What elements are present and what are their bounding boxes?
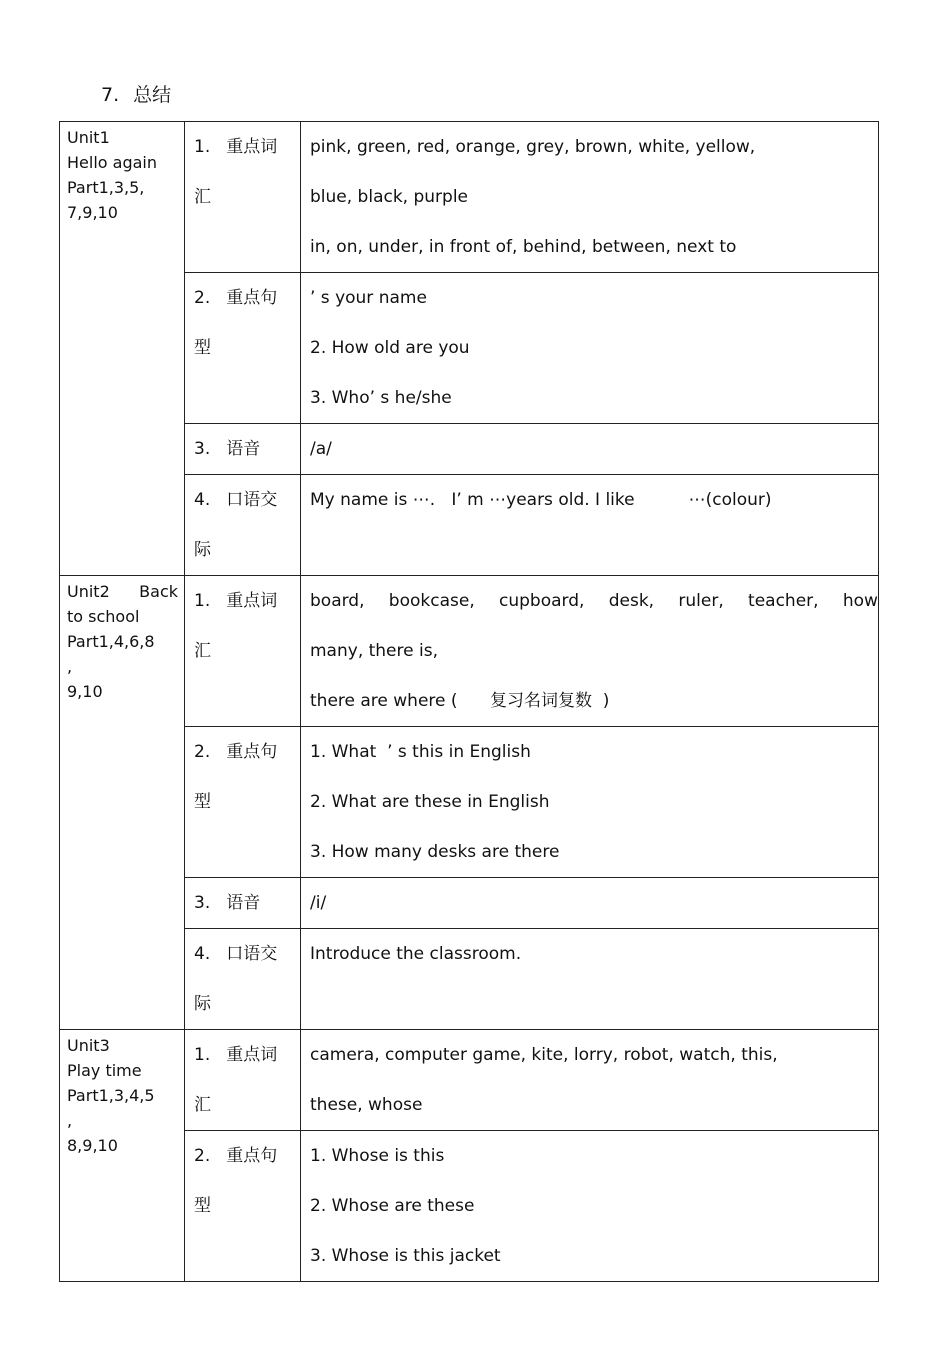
category-number: 4. [194,944,211,964]
unit-title: Unit2 [67,582,110,601]
category-label-cont: 汇 [194,1095,211,1115]
category-label-cont: 汇 [194,187,211,207]
content-line: 2. Whose are these [310,1196,475,1216]
unit-name: to school [67,607,140,626]
category-number: 4. [194,490,211,510]
content-line: blue, black, purple [310,187,469,207]
unit-parts: Part1,3,5, [67,178,145,197]
section-number: 7. [101,84,120,106]
category-label: 重点词 [226,591,278,611]
category-label: 重点句 [226,742,278,762]
content-word: ruler, [678,591,724,611]
table-row [60,1030,879,1131]
category-cell [185,1131,301,1282]
content-cell [301,576,879,727]
content-line: 1. Whose is this [310,1146,445,1166]
section-title: 总结 [133,84,172,106]
category-number: 1. [194,591,211,611]
category-cell [185,878,301,929]
unit-cell [60,122,185,576]
category-label-cont: 型 [194,338,211,358]
category-label: 重点词 [226,137,278,157]
content-cell [301,475,879,576]
unit-title: Unit3 [67,1036,110,1055]
content-line: these, whose [310,1095,423,1115]
content-line: Introduce the classroom. [310,944,522,964]
content-line: pink, green, red, orange, grey, brown, white, yellow, [310,137,756,157]
content-cell [301,878,879,929]
content-line: many, there is, [310,641,438,661]
content-line: in, on, under, in front of, behind, between, next to [310,237,737,257]
category-label-cont: 汇 [194,641,211,661]
category-number: 1. [194,1045,211,1065]
content-line: /i/ [310,893,327,913]
category-number: 2. [194,288,211,308]
content-word: desk, [608,591,655,611]
unit-name: Back [139,582,178,601]
content-cell [301,727,879,878]
category-cell [185,727,301,878]
category-label: 语音 [226,439,261,459]
content-line: /a/ [310,439,332,459]
content-line: 1. What ’ s this in English [310,742,531,762]
content-line: 3. Whose is this jacket [310,1246,501,1266]
category-label: 语音 [226,893,261,913]
category-label: 重点词 [226,1045,278,1065]
category-label-cont: 型 [194,1196,211,1216]
unit-parts: , [67,1111,73,1130]
content-cell [301,1131,879,1282]
category-number: 3. [194,893,211,913]
content-cell [301,273,879,424]
table-row [60,122,879,273]
section-heading [101,80,171,107]
category-number: 2. [194,1146,211,1166]
category-cell [185,576,301,727]
category-label: 重点句 [226,288,278,308]
category-cell [185,273,301,424]
unit-parts: Part1,3,4,5 [67,1086,155,1105]
content-cell [301,424,879,475]
category-label: 口语交 [226,490,278,510]
content-cell [301,122,879,273]
category-cell [185,475,301,576]
unit-name: Hello again [67,153,157,172]
summary-table [59,121,879,1282]
unit-cell [60,1030,185,1282]
content-line: 2. How old are you [310,338,470,358]
unit-parts: Part1,4,6,8 [67,632,155,651]
unit-parts: 8,9,10 [67,1136,118,1155]
category-number: 1. [194,137,211,157]
unit-cell [60,576,185,1030]
content-line: 3. Who’ s he/she [310,388,452,408]
category-label: 口语交 [226,944,278,964]
category-number: 2. [194,742,211,762]
content-word: bookcase, [388,591,475,611]
category-cell [185,424,301,475]
content-line: 3. How many desks are there [310,842,560,862]
content-line: camera, computer game, kite, lorry, robot, watch, this, [310,1045,778,1065]
category-cell [185,1030,301,1131]
content-line: My name is ⋯. I’ m ⋯years old. I like ⋯(colour) [310,490,772,510]
unit-name: Play time [67,1061,142,1080]
category-label: 重点句 [226,1146,278,1166]
category-label-cont: 型 [194,792,211,812]
content-line: there are where ( 复习名词复数 ) [310,691,610,711]
unit-parts: 9,10 [67,682,103,701]
content-word: how [842,591,878,611]
category-label-cont: 际 [194,994,211,1014]
category-label-cont: 际 [194,540,211,560]
category-number: 3. [194,439,211,459]
content-cell [301,1030,879,1131]
unit-parts: , [67,657,73,676]
unit-title: Unit1 [67,128,110,147]
content-line [310,576,878,626]
content-word: cupboard, [499,591,585,611]
unit-parts: 7,9,10 [67,203,118,222]
content-line: 2. What are these in English [310,792,550,812]
content-cell [301,929,879,1030]
table-row [60,576,879,727]
category-cell [185,929,301,1030]
category-cell [185,122,301,273]
content-word: board, [310,591,365,611]
content-word: teacher, [748,591,819,611]
content-line: ’ s your name [310,288,427,308]
